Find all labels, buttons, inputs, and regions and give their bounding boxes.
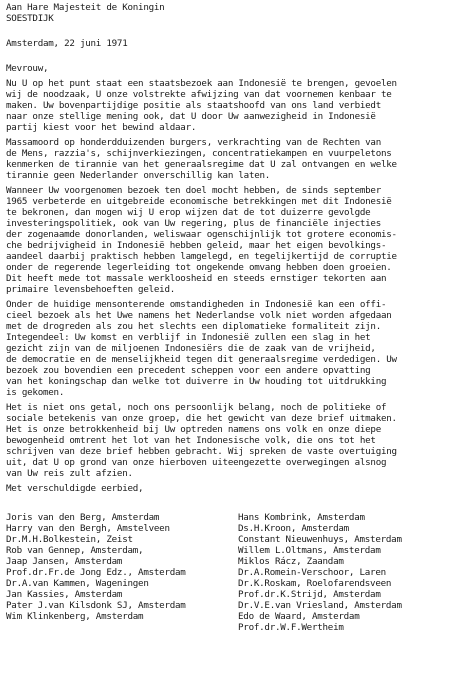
paragraph-line: wij de noodzaak, U onze volstrekte afwijzing van dat voornemen kenbaar te	[6, 89, 392, 100]
signatory: Dr.A.Romein-Verschoor, Laren	[238, 567, 386, 578]
paragraph-line: Wanneer Uw voorgenomen bezoek ten doel mocht hebben, de sinds september	[6, 185, 381, 196]
signatory: Edo de Waard, Amsterdam	[238, 611, 360, 622]
paragraph-line: is gekomen.	[6, 387, 65, 398]
paragraph-line: de Mens, razzia's, schijnverkiezingen, concentratiekampen en vuurpeletons	[6, 148, 392, 159]
paragraph-line: uit, dat U op grond van onze hierboven uiteengezette overwegingen alsnog	[6, 457, 387, 468]
paragraph-line: tirannie geen Nederlander onverschillig kan laten.	[6, 170, 271, 181]
paragraph-line: che bedrijvigheid in Indonesië hebben geleid, maar het eigen bevolkings-	[6, 240, 387, 251]
signatory: Jan Kassies, Amsterdam	[6, 589, 123, 600]
paragraph-line: der zogenaamde donorlanden, weliswaar ogenschijnlijk tot grotere economis-	[6, 229, 397, 240]
signatory: Harry van den Bergh, Amstelveen	[6, 523, 170, 534]
signatory: Dr.M.H.Bolkestein, Zeist	[6, 534, 133, 545]
signatory: Ds.H.Kroon, Amsterdam	[238, 523, 349, 534]
salutation: Mevrouw,	[6, 63, 49, 74]
paragraph-line: onder de regerende legerleiding tot ongekende omvang hebben doen groeien.	[6, 262, 392, 273]
paragraph-line: Het is onze betrokkenheid bij Uw optreden namens ons volk en onze diepe	[6, 424, 381, 435]
paragraph-line: Dit heeft mede tot massale werkloosheid en steeds ernstiger tekorten aan	[6, 273, 387, 284]
paragraph-line: naar onze stellige mening ook, dat U door Uw aanwezigheid in Indonesië	[6, 111, 376, 122]
signatory: Hans Kombrink, Amsterdam	[238, 512, 365, 523]
address-line-2: SOESTDIJK	[6, 13, 54, 24]
paragraph-line: te bekronen, dan mogen wij U erop wijzen dat de tot duizerre gevolgde	[6, 207, 371, 218]
paragraph-line: schrijven van deze brief hebben gebracht. Wij spreken de vaste overtuiging	[6, 446, 397, 457]
paragraph-line: Het is niet ons getal, noch ons persoonlijk belang, noch de politieke of	[6, 402, 387, 413]
signatory: Dr.V.E.van Vriesland, Amsterdam	[238, 600, 402, 611]
paragraph-line: investeringspolitiek, ook van Uw regering, plus de financiële injecties	[6, 218, 381, 229]
signatory: Pater J.van Kilsdonk SJ, Amsterdam	[6, 600, 186, 611]
address-line-1: Aan Hare Majesteit de Koningin	[6, 2, 165, 13]
paragraph-line: partij kiest voor het bewind aldaar.	[6, 122, 197, 133]
place-date: Amsterdam, 22 juni 1971	[6, 38, 128, 49]
signatory: Miklos Rácz, Zaandam	[238, 556, 344, 567]
paragraph-1	[6, 78, 464, 133]
paragraph-line: Massamoord op honderdduizenden burgers, verkrachting van de Rechten van	[6, 137, 381, 148]
signatory: Prof.dr.K.Strijd, Amsterdam	[238, 589, 381, 600]
paragraph-3	[6, 185, 464, 295]
paragraph-line: de democratie en de menselijkheid tegen dit generaalsregime verdedigen. Uw	[6, 354, 397, 365]
signatory: Dr.K.Roskam, Roelofarendsveen	[238, 578, 392, 589]
paragraph-line: van het koningschap dan welke tot duiverre in Uw houding tot uitdrukking	[6, 376, 387, 387]
paragraph-5	[6, 402, 464, 479]
paragraph-line: Nu U op het punt staat een staatsbezoek aan Indonesië te brengen, gevoelen	[6, 78, 397, 89]
signatories-right	[238, 512, 458, 633]
signatory: Prof.dr.Fr.de Jong Edz., Amsterdam	[6, 567, 186, 578]
signatories	[6, 512, 464, 633]
signatory: Joris van den Berg, Amsterdam	[6, 512, 160, 523]
signatory: Jaap Jansen, Amsterdam	[6, 556, 123, 567]
paragraph-line: bezoek zou bovendien een precedent scheppen voor een andere opvatting	[6, 365, 371, 376]
paragraph-line: cieel bezoek als het Uwe namens het Nederlandse volk niet worden afgedaan	[6, 310, 392, 321]
paragraph-line: Onder de huidige mensonterende omstandigheden in Indonesië kan een offi-	[6, 299, 387, 310]
paragraph-line: gezicht zijn van de miljoenen Indonesiërs die de zaak van de vrijheid,	[6, 343, 376, 354]
signatory: Constant Nieuwenhuys, Amsterdam	[238, 534, 402, 545]
paragraph-4	[6, 299, 464, 398]
paragraph-line: van Uw reis zult afzien.	[6, 468, 133, 479]
paragraph-line: primaire levensbehoeften geleid.	[6, 284, 176, 295]
signatory: Willem L.Oltmans, Amsterdam	[238, 545, 381, 556]
signatory: Wim Klinkenberg, Amsterdam	[6, 611, 144, 622]
paragraph-line: met de drogreden als zou het slechts een diplomatieke formaliteit zijn.	[6, 321, 381, 332]
closing: Met verschuldigde eerbied,	[6, 483, 144, 494]
paragraph-line: kenmerken de tirannie van het generaalsregime dat U zal ontvangen en welke	[6, 159, 397, 170]
paragraph-line: aandeel daarbij praktisch hebben lamgelegd, en tegelijkertijd de corruptie	[6, 251, 397, 262]
paragraph-line: Integendeel: Uw komst en verblijf in Indonesië zullen een slag in het	[6, 332, 371, 343]
paragraph-line: sociale betekenis van onze groep, die het gewicht van deze brief uitmaken.	[6, 413, 397, 424]
signatories-left	[6, 512, 238, 633]
paragraph-line: 1965 verbeterde en uitgebreide economische betrekkingen met dit Indonesië	[6, 196, 392, 207]
signatory: Dr.A.van Kammen, Wageningen	[6, 578, 149, 589]
signatory: Prof.dr.W.F.Wertheim	[238, 622, 344, 633]
paragraph-2	[6, 137, 464, 181]
paragraph-line: maken. Uw bovenpartijdige positie als staatshoofd van ons land verbiedt	[6, 100, 381, 111]
paragraph-line: bewogenheid omtrent het lot van het Indonesische volk, die ons tot het	[6, 435, 376, 446]
signatory: Rob van Gennep, Amsterdam,	[6, 545, 144, 556]
